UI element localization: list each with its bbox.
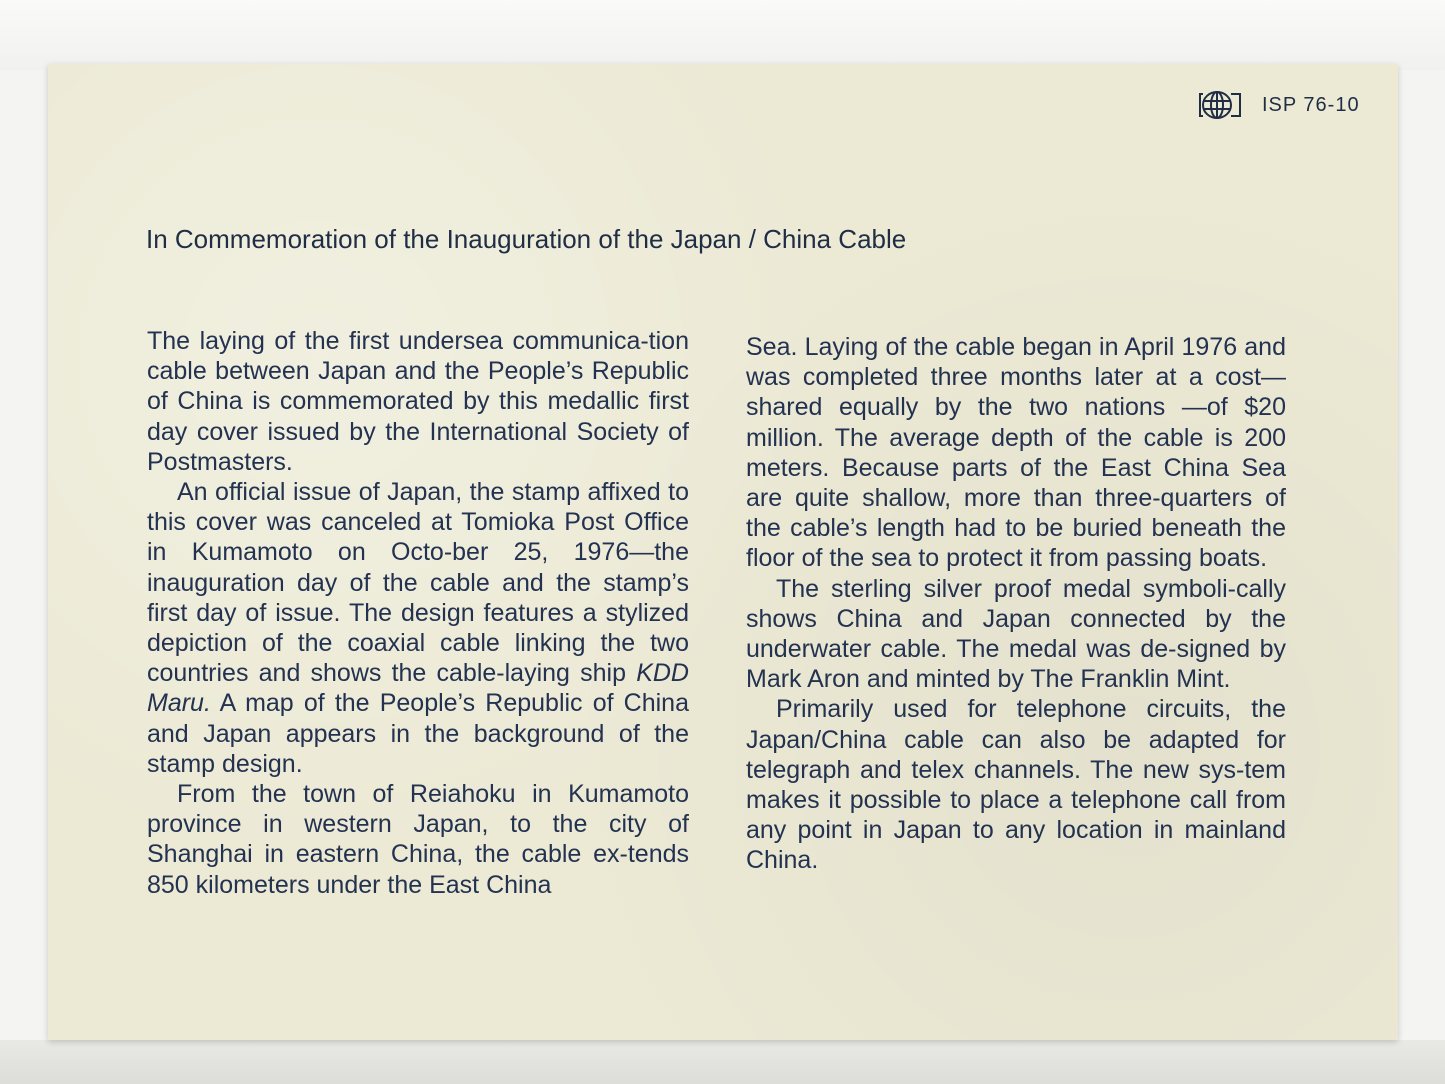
series-code: ISP 76-10 [1262,94,1360,116]
page-title: In Commemoration of the Inauguration of the Japan / China Cable [146,224,907,254]
paragraph-laying: Sea. Laying of the cable began in April 1976 and was completed three months later at a cost—shared equally by the two nations —of $20 million. The average depth of the cable is 200 meters. Because parts of the East China Sea are quite shallow, more than three-quarters of the cable’s length had to be buried beneath the floor of the sea to protect it from passing boats. [746,333,1286,573]
commemorative-insert-card [48,64,1398,1040]
paragraph-intro: The laying of the first undersea communica-tion cable between Japan and the People’s Republic of China is commemorated by this medallic first day cover issued by the International Society of Postmasters. [147,327,689,476]
globe-bracket-icon [1198,90,1244,120]
ship-name: KDD Maru. [147,659,689,718]
photo-backdrop-bottom [0,1040,1445,1084]
paragraph-medal: The sterling silver proof medal symboli-cally shows China and Japan connected by the underwater cable. The medal was de-signed by Mark Aron and minted by The Franklin Mint. [746,574,1286,694]
paragraph-usage: Primarily used for telephone circuits, the Japan/China cable can also be adapted for telegraph and telex channels. The new sys-tem makes it possible to place a telephone call from any point in Japan to any location in mainland China. [746,695,1286,875]
paragraph-stamp [147,477,689,779]
paragraph-stamp-text-a: An official issue of Japan, the stamp affixed to this cover was canceled at Tomioka Post Office in Kumamoto on Octo-ber 25, 1976—the inauguration day of the cable and the stamp’s first day of issue. The design features a stylized depiction of the coaxial cable linking the two countries and shows the cable-laying ship [147,478,689,688]
text-column-right [746,332,1286,876]
photo-backdrop-top [0,0,1445,70]
paragraph-route: From the town of Reiahoku in Kumamoto province in western Japan, to the city of Shanghai in eastern China, the cable ex-tends 850 kilometers under the East China [147,780,689,899]
paragraph-stamp-text-b: A map of the People’s Republic of China and Japan appears in the background of the stamp design. [147,689,689,778]
text-column-left [147,326,689,900]
